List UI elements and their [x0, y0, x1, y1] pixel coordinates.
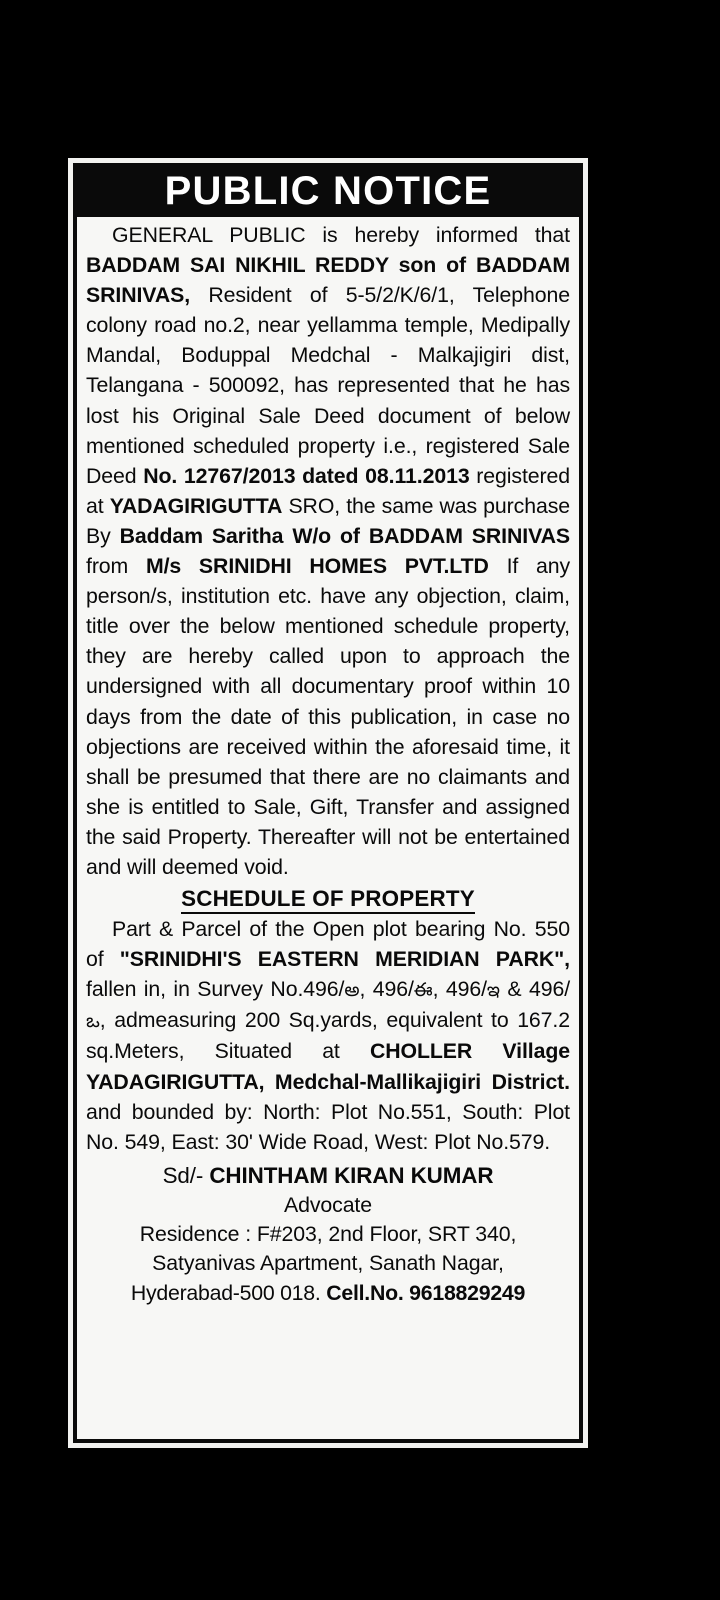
advertisement-outer-border	[68, 158, 588, 1448]
masthead-banner	[77, 167, 579, 217]
applicant-address: Resident of 5-5/2/K/6/1, Telephone colony road no.2, near yellamma temple, Medipally Mandal, Boduppal Medchal - Malkajigiri dist, Telangana - 500092, has represented that he has lost his Original Sale Deed document of below mentioned scheduled property i.e., registered Sale Deed	[86, 283, 570, 488]
notice-main-paragraph	[86, 220, 570, 882]
signatory-designation: Advocate	[284, 1192, 372, 1217]
sro-suffix-text: SRO, the same was purchase By	[86, 493, 570, 548]
boundaries-text: and bounded by: North: Plot No.551, South: Plot No. 549, East: 30' Wide Road, West: Plot No.579.	[86, 1099, 570, 1154]
schedule-heading-text: SCHEDULE OF PROPERTY	[181, 886, 475, 914]
seller-name: M/s SRINIDHI HOMES PVT.LTD	[145, 554, 489, 579]
survey-separator-1: , 496/	[359, 977, 414, 1002]
cell-label: Cell.No.	[326, 1280, 410, 1305]
plot-area-text: , admeasuring 200 Sq.yards, equivalent to 167.2 sq.Meters, Situated at	[86, 1008, 570, 1064]
survey-telugu-char-2: ఈ	[413, 979, 433, 1002]
from-word: from	[86, 554, 146, 579]
schedule-paragraph	[86, 914, 570, 1157]
residence-city: Hyderabad-500 018.	[130, 1280, 327, 1305]
survey-separator-3: & 496/	[499, 977, 571, 1002]
purchaser-name: Baddam Saritha W/o of BADDAM SRINIVAS	[119, 523, 570, 548]
lead-in-text: GENERAL PUBLIC	[112, 223, 306, 247]
registered-at-label: registered at	[86, 463, 570, 518]
applicant-name: BADDAM SAI NIKHIL REDDY son of BADDAM SRINIVAS,	[86, 253, 570, 308]
venture-name: "SRINIDHI'S EASTERN MERIDIAN PARK",	[119, 947, 570, 972]
page-title: PUBLIC NOTICE	[164, 169, 492, 213]
deed-number: No. 12767/2013 dated 08.11.2013	[143, 463, 470, 488]
residence-line-2: Satyanivas Apartment, Sanath Nagar,	[152, 1251, 504, 1276]
schedule-heading	[86, 884, 570, 914]
advertisement-frame	[73, 163, 583, 1443]
schedule-intro: Part & Parcel of the Open plot bearing No. 550 of	[86, 917, 570, 972]
survey-telugu-char-4: ఒ	[86, 1010, 100, 1033]
sro-name: YADAGIRIGUTTA	[109, 493, 283, 518]
residence-line-1: Residence : F#203, 2nd Floor, SRT 340,	[139, 1221, 517, 1246]
survey-telugu-char-1: అ	[344, 979, 360, 1002]
survey-prefix: fallen in, in Survey No.496/	[86, 977, 345, 1002]
survey-separator-2: , 496/	[432, 977, 487, 1002]
objection-clause: If any person/s, institution etc. have any objection, claim, title over the below mentioned schedule property, they are hereby called upon to approach the undersigned with all documentary proof within 10 days from the date of this publication, in case no objections are received within the aforesaid time, it shall be presumed that there are no claimants and she is entitled to Sale, Gift, Transfer and assigned the said Property. Thereafter will not be entertained and will deemed void.	[86, 554, 571, 879]
notice-body	[77, 217, 579, 1439]
lead-after-text: is hereby informed that	[305, 223, 570, 247]
signatory-line	[86, 1160, 570, 1191]
cell-number: 9618829249	[409, 1280, 526, 1305]
residence-line-3	[86, 1279, 570, 1309]
signatory-name: CHINTHAM KIRAN KUMAR	[209, 1162, 494, 1188]
signature-prefix: Sd/-	[162, 1162, 210, 1188]
survey-telugu-char-3: ఇ	[486, 979, 500, 1002]
village-and-district: CHOLLER Village YADAGIRIGUTTA, Medchal-Mallikajigiri District.	[86, 1039, 570, 1094]
